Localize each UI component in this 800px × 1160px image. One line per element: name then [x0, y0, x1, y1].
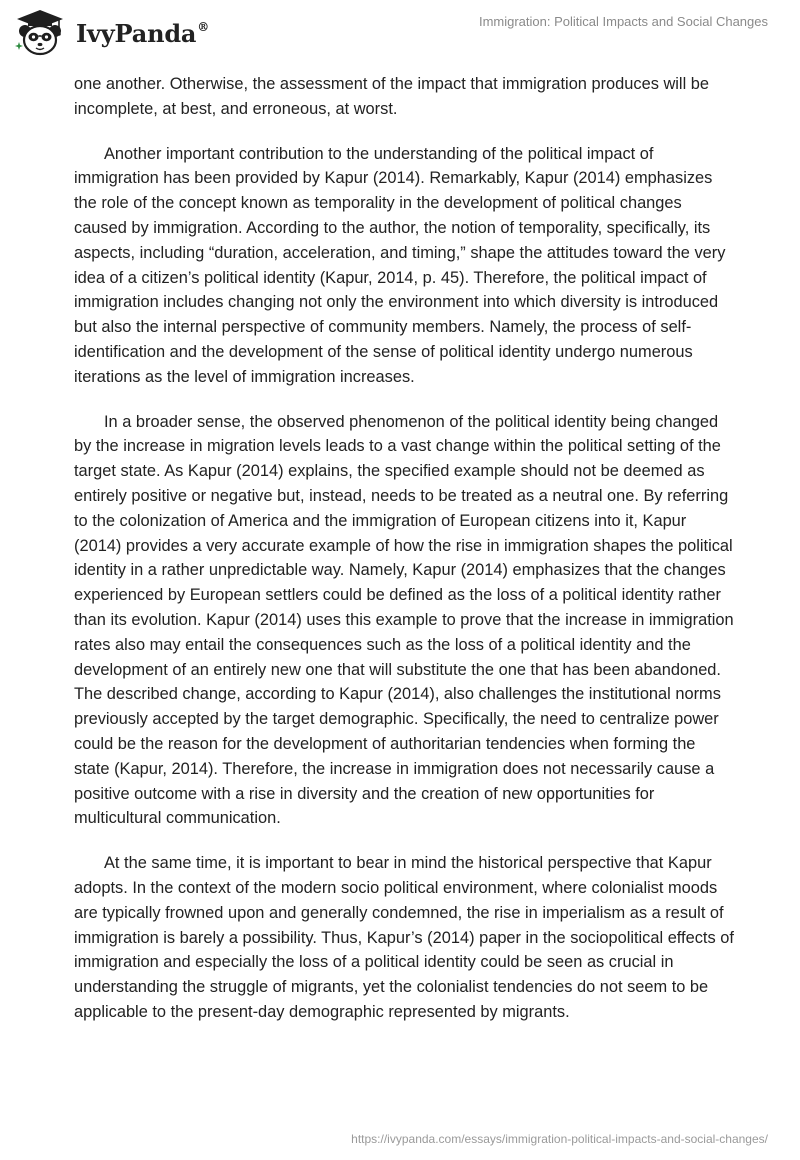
- registered-mark: ®: [197, 19, 210, 34]
- paragraph: In a broader sense, the observed phenomenon of the political identity being changed by the increase in migration levels leads to a vast change within the political setting of the target state. As Kapur (2014) explains, the specified example should not be deemed as entirely positive or negative but, instead, needs to be treated as a neutral one. By referring to the colonization of America and the immigration of European citizens into it, Kapur (2014) provides a very accurate example of how the rise in immigration shapes the political identity in a rather unpredictable way. Namely, Kapur (2014) emphasizes that the changes experienced by European settlers could be defined as the loss of a political identity rather than its evolution. Kapur (2014) uses this example to prove that the increase in immigration rates also may entail the consequences such as the loss of a political identity and the development of an entirely new one that will substitute the one that has been abandoned. The described change, according to Kapur (2014), also challenges the institutional norms previously accepted by the target demographic. Specifically, the need to centralize power could be the reason for the development of authoritarian tendencies when forming the state (Kapur, 2014). Therefore, the increase in immigration does not necessarily cause a positive outcome with a rise in diversity and the creation of new opportunities for multicultural communication.: [74, 412, 734, 828]
- essay-body: [74, 72, 734, 1045]
- paragraph: At the same time, it is important to bear in mind the historical perspective that Kapur adopts. In the context of the modern socio political environment, where colonialist moods are typically frowned upon and generally condemned, the rise in imperialism as a result of immigration is barely a possibility. Thus, Kapur’s (2014) paper in the sociopolitical effects of immigration and especially the loss of a political identity could be seen as crucial in understanding the struggle of migrants, yet the colonialist tendencies do not seem to be applicable to the present-day demographic represented by migrants.: [74, 854, 734, 1021]
- source-url[interactable]: https://ivypanda.com/essays/immigration-political-impacts-and-social-changes/: [351, 1132, 768, 1146]
- page-header: [0, 0, 800, 66]
- logo[interactable]: [14, 6, 209, 58]
- paragraph: Another important contribution to the understanding of the political impact of immigration has been provided by Kapur (2014). Remarkably, Kapur (2014) emphasizes the role of the concept known as temporality in the development of political changes caused by immigration. According to the author, the notion of temporality, specifically, its aspects, including “duration, acceleration, and timing,” shape the attitudes toward the very idea of a citizen’s political identity (Kapur, 2014, p. 45). Therefore, the political impact of immigration includes changing not only the environment into which diversity is introduced but also the internal perspective of community members. Namely, the process of self-identification and the development of the sense of political identity undergo numerous iterations as the level of immigration increases.: [74, 144, 726, 386]
- paragraph-continued: one another. Otherwise, the assessment of the impact that immigration produces will be incomplete, at best, and erroneous, at worst.: [74, 75, 710, 118]
- document-title: Immigration: Political Impacts and Social Changes: [478, 14, 768, 29]
- logo-text: IvyPanda®: [76, 18, 210, 48]
- panda-graduate-icon: [14, 6, 66, 58]
